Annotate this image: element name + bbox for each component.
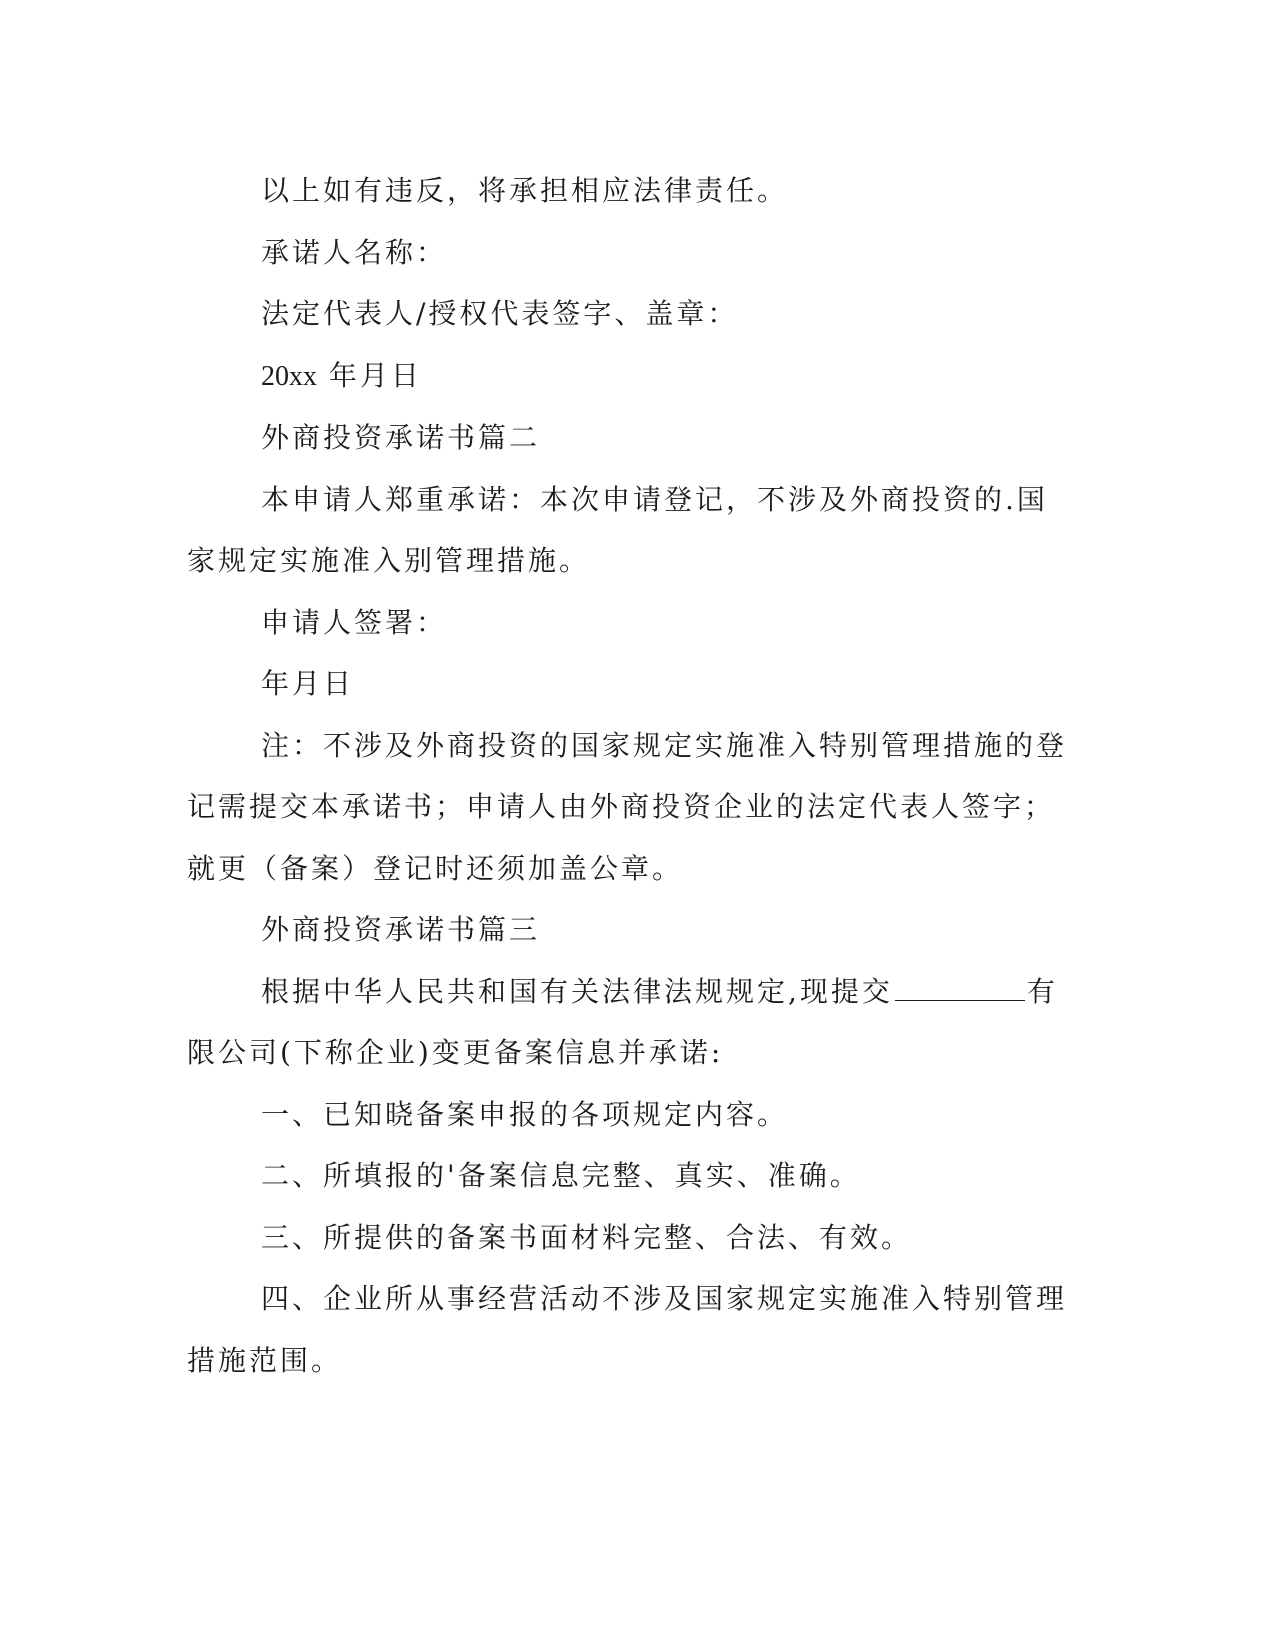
document-body <box>187 160 1077 1391</box>
paragraph-note: 注：不涉及外商投资的国家规定实施准入特别管理措施的登记需提交本承诺书；申请人由外商投资企业的法定代表人签字；就更（备案）登记时还须加盖公章。 <box>187 728 1068 885</box>
promise-item-2: 二、所填报的'备案信息完整、真实、准确。 <box>261 1159 861 1192</box>
paragraph-applicant-sign: 申请人签署： <box>261 605 448 639</box>
promise-item-4: 四、企业所从事经营活动不涉及国家规定实施准入特别管理措施范围。 <box>187 1282 1068 1377</box>
paragraph-liability: 以上如有违反，将承担相应法律责任。 <box>261 174 789 207</box>
promise-item-3: 三、所提供的备案书面材料完整、合法、有效。 <box>261 1220 913 1254</box>
promise-item-1: 一、已知晓备案申报的各项规定内容。 <box>261 1097 789 1131</box>
submission-text-before: 根据中华人民共和国有关法律法规规定,现提交 <box>261 974 893 1008</box>
date-year: 20xx <box>261 360 317 392</box>
paragraph-date-2: 年月日 <box>261 667 355 700</box>
paragraph-signature-seal: 法定代表人/授权代表签字、盖章： <box>261 297 739 330</box>
paragraph-applicant-promise: 本申请人郑重承诺：本次申请登记，不涉及外商投资的.国家规定实施准入别管理措施。 <box>187 482 1048 577</box>
company-name-blank <box>895 978 1025 1001</box>
paragraph-submission <box>187 961 1077 1084</box>
section-title-3: 外商投资承诺书篇三 <box>261 913 541 946</box>
paragraph-promisor-name: 承诺人名称： <box>261 235 448 269</box>
section-title-2: 外商投资承诺书篇二 <box>261 421 541 454</box>
date-rest: 年月日 <box>317 358 422 392</box>
submission-text-after: 有限公司(下称企业)变更备案信息并承诺: <box>187 974 1058 1069</box>
paragraph-date <box>187 345 1077 408</box>
